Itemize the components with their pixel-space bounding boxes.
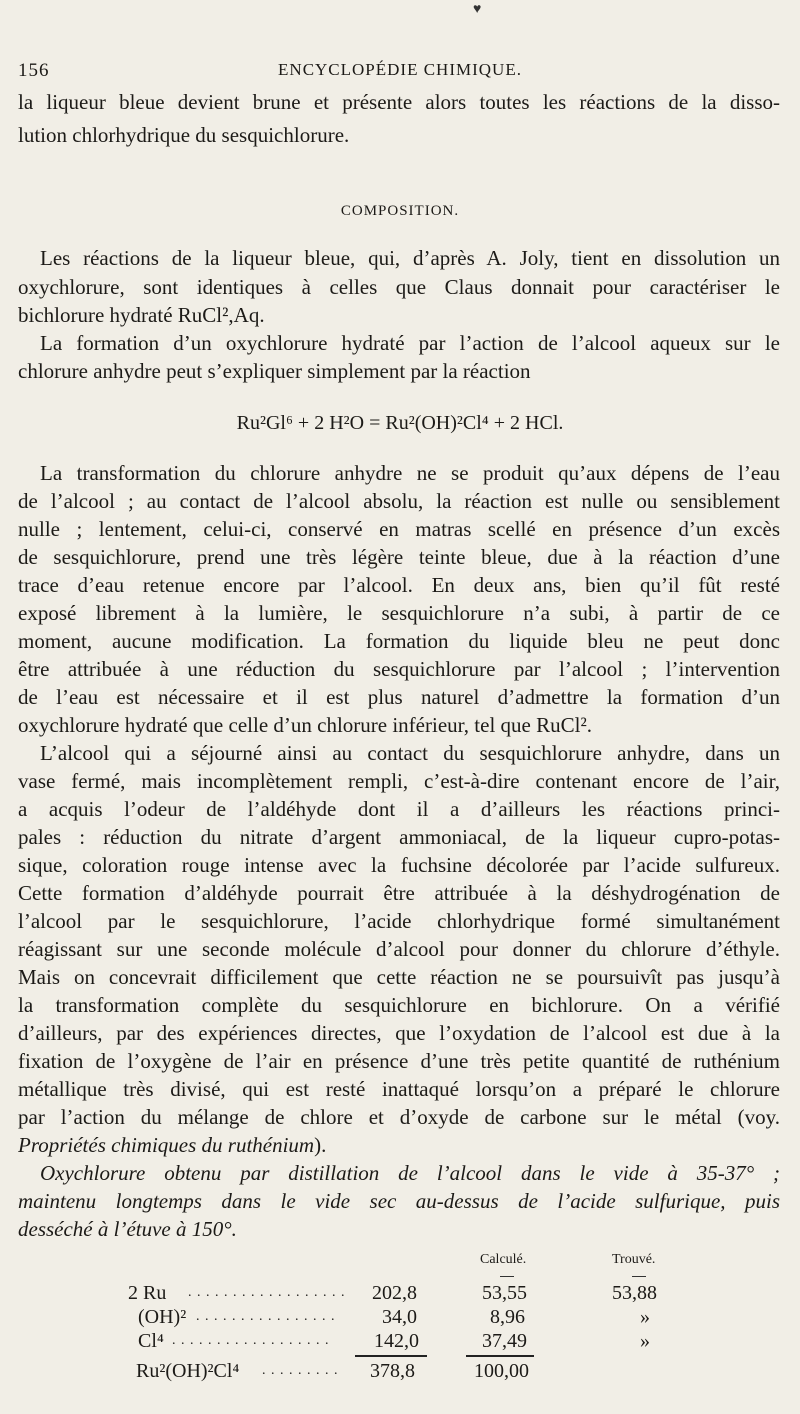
text-line: métallique très divisé, qui est resté inattaqué lorsqu’on a préparé le chlorure (18, 1077, 780, 1101)
text-line: vase fermé, mais incomplètement rempli, c’est-à-dire contenant encore de l’air, (18, 769, 780, 793)
chemical-equation: Ru²Gl⁶ + 2 H²O = Ru²(OH)²Cl⁴ + 2 HCl. (236, 412, 564, 434)
italic-line: maintenu longtemps dans le vide sec au-dessus de l’acide sulfurique, puis (18, 1189, 780, 1213)
table-header-trouve: Trouvé. (612, 1252, 656, 1267)
text-line: la liqueur bleue devient brune et présente alors toutes les réactions de la disso- (18, 90, 780, 114)
text-line: fixation de l’oxygène de l’air en présence d’une très petite quantité de ruthénium (18, 1049, 780, 1073)
table-row-calc: 37,49 (482, 1330, 527, 1352)
text-line: lution chlorhydrique du sesquichlorure. (18, 123, 350, 147)
text-line: de sesquichlorure, prend une très légère teinte bleue, due à la réaction d’une (18, 545, 780, 569)
leader-dots: . . . . . . . . . (262, 1363, 339, 1378)
text-line: l’alcool par le sesquichlorure, l’acide chlorhydrique formé simultanément (18, 909, 780, 933)
text-line: d’ailleurs, par des expériences directes, que l’oxydation de l’alcool est due à la (18, 1021, 780, 1045)
text-line: de l’eau est nécessaire et il est plus naturel d’admettre la formation d’un (18, 685, 780, 709)
table-row-found: 53,88 (612, 1282, 657, 1304)
table-row-label: Cl⁴ (138, 1330, 164, 1352)
text-line: être attribuée à une réduction du sesquichlorure par l’alcool ; l’intervention (18, 657, 780, 681)
table-total-label: Ru²(OH)²Cl⁴ (136, 1360, 240, 1382)
italic-line: Oxychlorure obtenu par distillation de l’alcool dans le vide à 35-37° ; (40, 1161, 780, 1185)
leader-dots: . . . . . . . . . . . . . . . . (196, 1309, 336, 1324)
text-line: Cette formation d’aldéhyde pourrait être attribuée à la déshydrogénation de (18, 881, 780, 905)
section-heading: COMPOSITION. (340, 203, 460, 219)
text-line: réagissant sur une seconde molécule d’alcool pour donner du chlorure d’éthyle. (18, 937, 780, 961)
text-line: L’alcool qui a séjourné ainsi au contact du sesquichlorure anhydre, dans un (40, 741, 780, 765)
page-number: 156 (18, 60, 50, 81)
text-line: pales : réduction du nitrate d’argent ammoniacal, de la liqueur cupro-potas- (18, 825, 780, 849)
table-row-value: 202,8 (372, 1282, 417, 1304)
sum-rule (466, 1355, 534, 1357)
header-dash (500, 1276, 514, 1277)
text-line: nulle ; lentement, celui-ci, conservé en matras scellé en présence d’un excès (18, 517, 780, 541)
table-row-label: 2 Ru (128, 1282, 167, 1304)
text-line: exposé librement à la lumière, le sesquichlorure n’a subi, à partir de ce (18, 601, 780, 625)
text-line: chlorure anhydre peut s’expliquer simplement par la réaction (18, 359, 531, 383)
text-line: a acquis l’odeur de l’aldéhyde dont il a d’ailleurs les réactions princi- (18, 797, 780, 821)
text-line: oxychlorure hydraté que celle d’un chlorure inférieur, tel que RuCl². (18, 713, 592, 737)
leader-dots: . . . . . . . . . . . . . . . . . . (188, 1285, 346, 1300)
table-row-value: 34,0 (382, 1306, 417, 1328)
ink-mark: ♥ (473, 2, 482, 17)
table-row-label: (OH)² (138, 1306, 187, 1328)
text-line: par l’action du mélange de chlore et d’oxyde de carbone sur le métal (voy. (18, 1105, 780, 1129)
text-line: oxychlorure, sont identiques à celles que Claus donnait pour caractériser le (18, 275, 780, 299)
table-row-calc: 53,55 (482, 1282, 527, 1304)
table-row-found: » (640, 1330, 650, 1352)
text-line: moment, aucune modification. La formation du liquide bleu ne peut donc (18, 629, 780, 653)
running-title: ENCYCLOPÉDIE CHIMIQUE. (278, 60, 522, 79)
text-line: sique, coloration rouge intense avec la fuchsine décolorée par l’acide sulfureux. (18, 853, 780, 877)
table-row-value: 142,0 (374, 1330, 419, 1352)
table-row-found: » (640, 1306, 650, 1328)
text-line: La transformation du chlorure anhydre ne se produit qu’aux dépens de l’eau (40, 461, 780, 485)
text-tail: ). (314, 1133, 327, 1157)
text-line: Les réactions de la liqueur bleue, qui, d’après A. Joly, tient en dissolution un (40, 246, 780, 270)
sum-rule (355, 1355, 427, 1357)
text-line: la transformation complète du sesquichlorure en bichlorure. On a vérifié (18, 993, 780, 1017)
text-line (18, 1132, 780, 1158)
table-total-value: 378,8 (370, 1360, 415, 1382)
table-row-calc: 8,96 (490, 1306, 525, 1328)
text-line: bichlorure hydraté RuCl²,Aq. (18, 303, 265, 327)
italic-line: desséché à l’étuve à 150°. (18, 1217, 237, 1241)
text-line: de l’alcool ; au contact de l’alcool absolu, la réaction est nulle ou sensiblement (18, 489, 780, 513)
italic-reference: Propriétés chimiques du ruthénium (18, 1133, 315, 1157)
leader-dots: . . . . . . . . . . . . . . . . . . (172, 1333, 330, 1348)
text-line: Mais on concevrait difficilement que cette réaction ne se poursuivît pas jusqu’à (18, 965, 780, 989)
text-line: trace d’eau retenue encore par l’alcool. En deux ans, bien qu’il fût resté (18, 573, 780, 597)
text-line: La formation d’un oxychlorure hydraté par l’action de l’alcool aqueux sur le (40, 331, 780, 355)
header-dash (632, 1276, 646, 1277)
table-total-calc: 100,00 (474, 1360, 529, 1382)
table-header-calcule: Calculé. (480, 1252, 527, 1267)
